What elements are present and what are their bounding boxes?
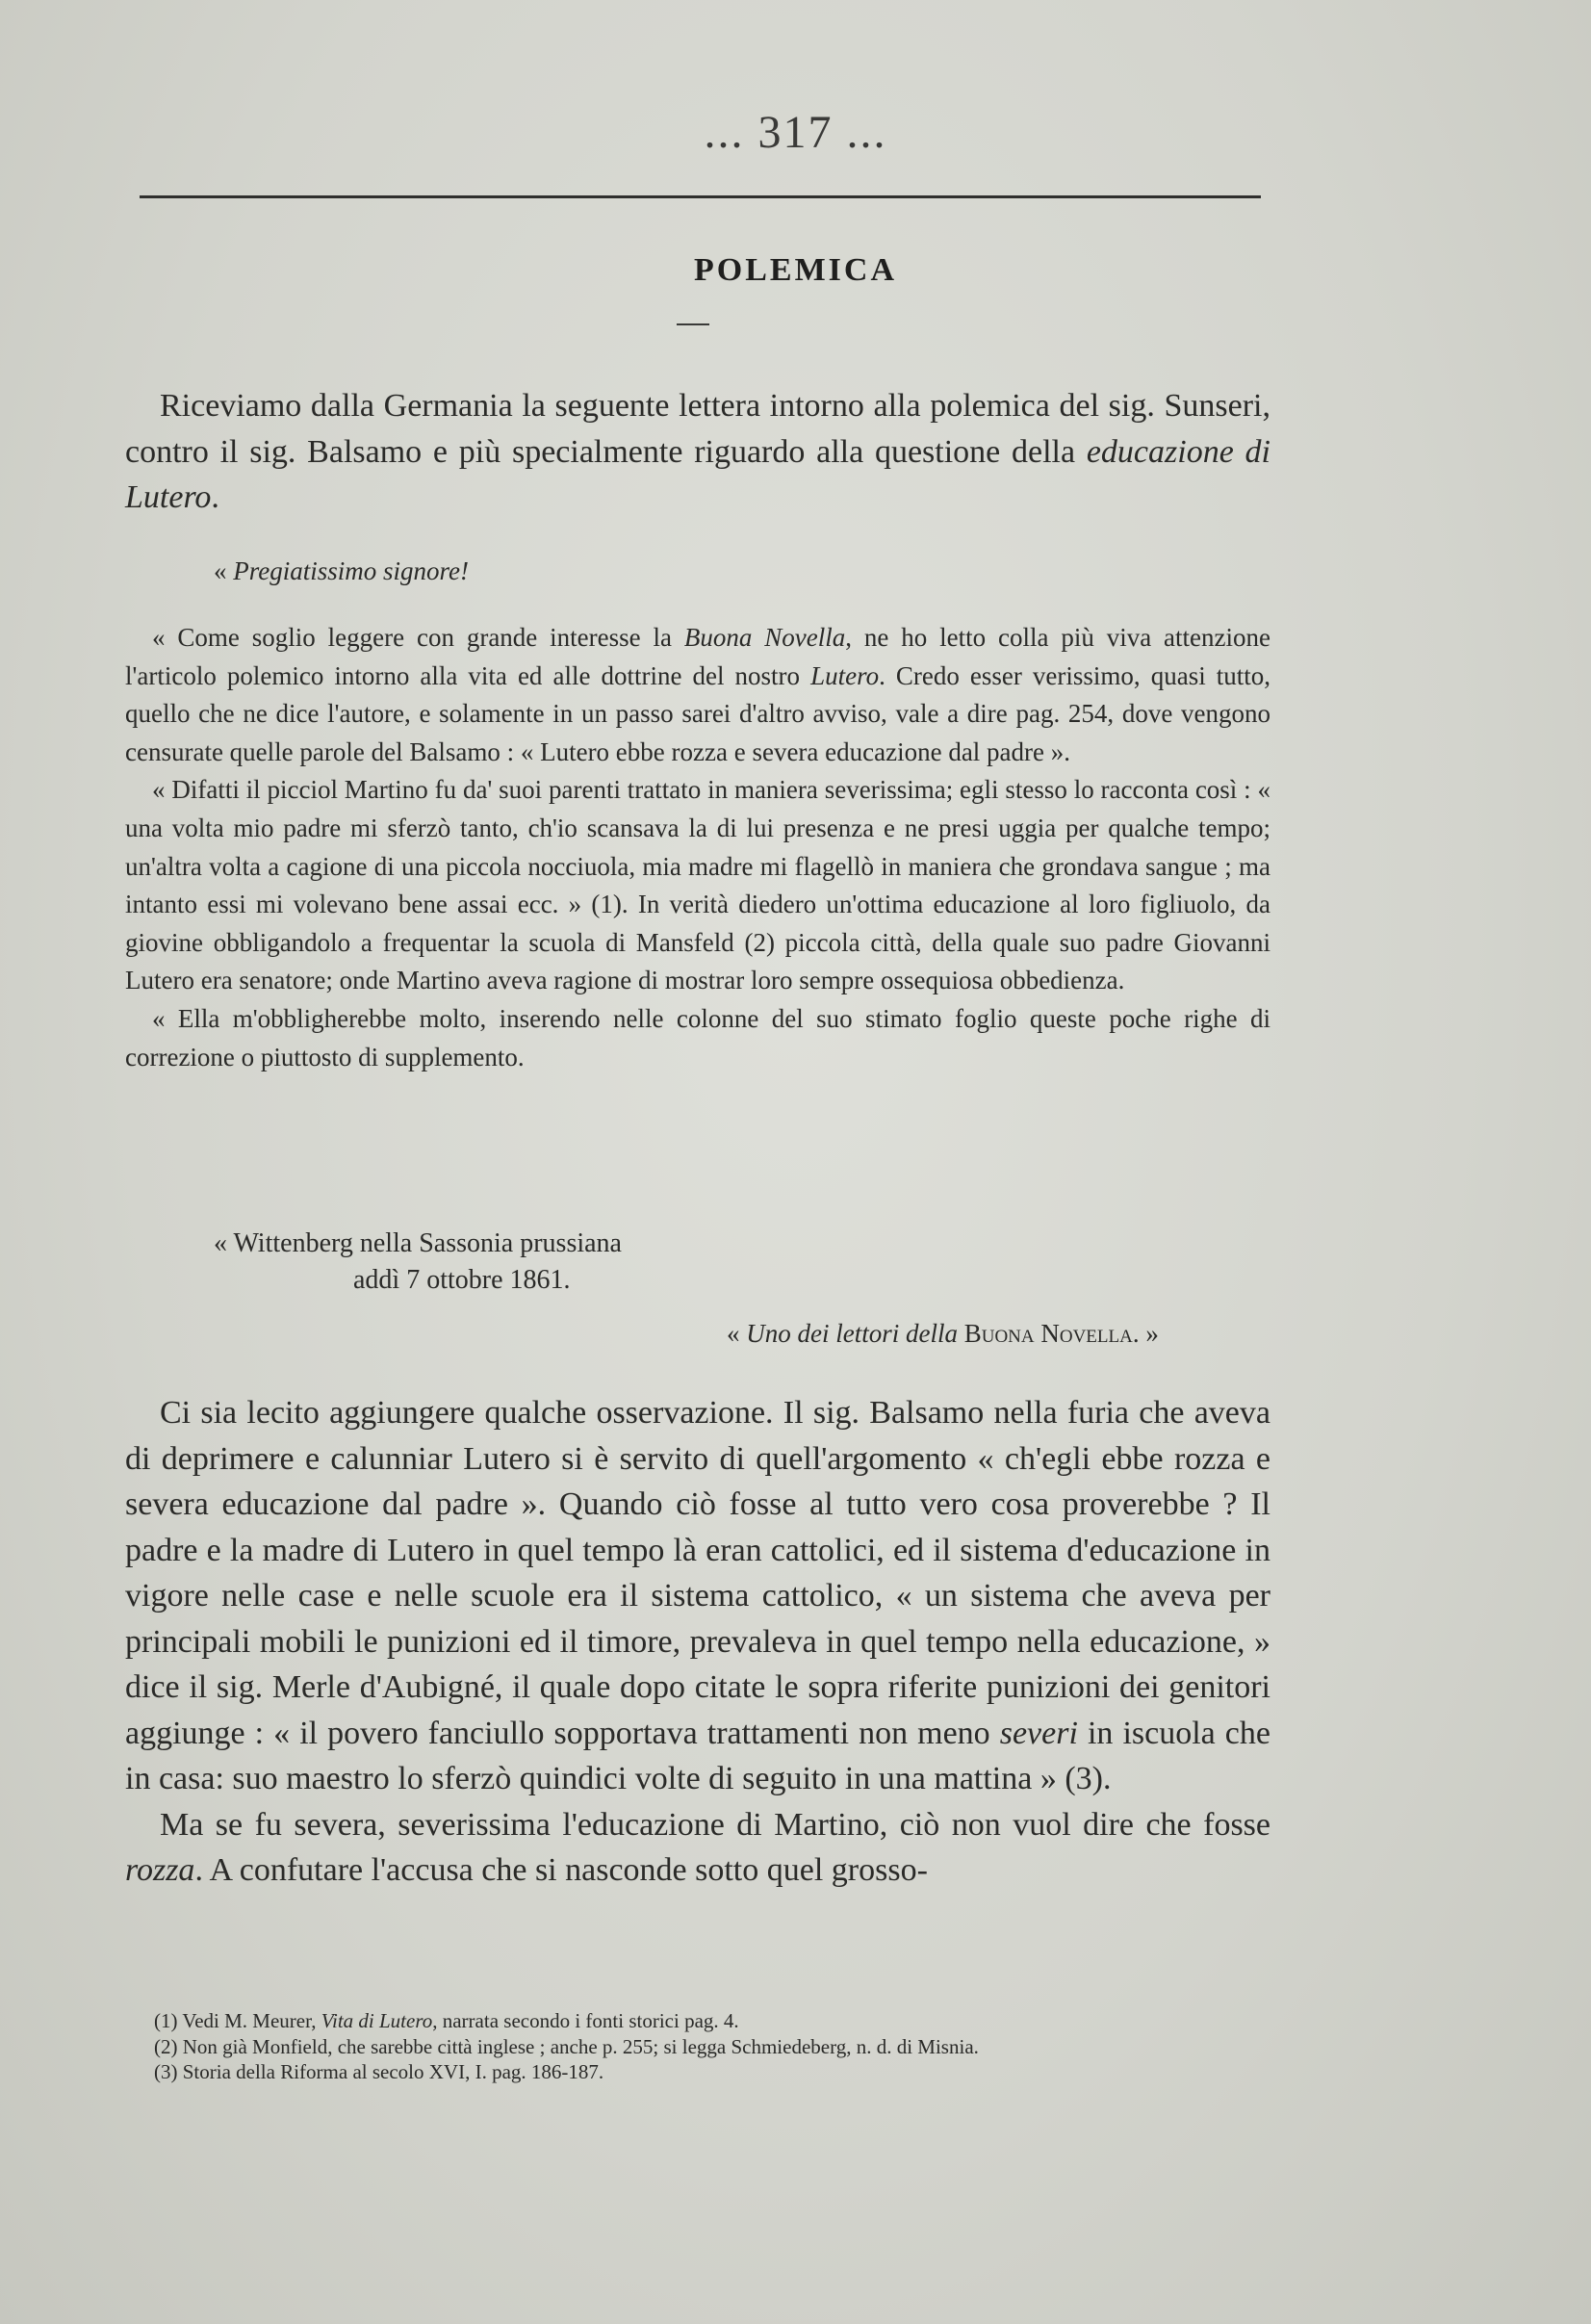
section-title: POLEMICA: [694, 252, 897, 288]
letter-dateline: « Wittenberg nella Sassonia prussiana addì 7 ottobre 1861.: [214, 1228, 622, 1295]
letter-paragraph-1: « Come soglio leggere con grande interesse la Buona Novella, ne ho letto colla più viva attenzione l'articolo polemico intorno alla vita ed alle dottrine del nostro Lutero. Credo esser verissimo, quasi tutto, quello che ne dice l'autore, e solamente in un passo sarei d'altro avviso, vale a dire pag. 254, dove vengono censurate quelle parole del Balsamo : « Lutero ebbe rozza e severa educazione dal padre ».: [125, 623, 1270, 766]
footnote-2: (2) Non già Monfield, che sarebbe città inglese ; anche p. 255; si legga Schmiedeberg, n. d. di Misnia.: [154, 2034, 979, 2058]
header-rule: [140, 195, 1261, 198]
letter-paragraph-3: « Ella m'obbligherebbe molto, inserendo nelle colonne del suo stimato foglio queste poche righe di correzione o piuttosto di supplemento.: [125, 1003, 1270, 1072]
letter-salutation: « Pregiatissimo signore!: [214, 556, 469, 585]
body-paragraph-1: Ci sia lecito aggiungere qualche osservazione. Il sig. Balsamo nella furia che aveva di deprimere e calunniar Lutero si è servito di quell'argomento « ch'egli ebbe rozza e severa educazione dal padre ». Quando ciò fosse al tutto vero cosa proverebbe ? Il padre e la madre di Lutero in quel tempo là eran cattolici, ed il sistema d'educazione in vigore nelle case e nelle scuole era il sistema cattolico, « un sistema che aveva per principali mobili le punizioni ed il timore, prevaleva in quel tempo nella educazione, » dice il sig. Merle d'Aubigné, il quale dopo citate le sopra riferite punizioni dei genitori aggiunge : « il povero fanciullo sopportava trattamenti non meno severi in iscuola che in casa: suo maestro lo sferzò quindici volte di seguito in una mattina » (3).: [125, 1395, 1270, 1796]
body-paragraph-2: Ma se fu severa, severissima l'educazione di Martino, ciò non vuol dire che fosse rozza. A confutare l'accusa che si nasconde sotto quel grosso-: [125, 1806, 1270, 1888]
intro-italic: educazione di Lutero: [125, 433, 1270, 515]
footnotes: [125, 2008, 1270, 2085]
main-body: [125, 1390, 1270, 1894]
footnote-3: (3) Storia della Riforma al secolo XVI, I. pag. 186-187.: [154, 2060, 604, 2083]
letter-body: [125, 619, 1270, 1076]
title-dash: [677, 323, 709, 325]
page-number: ... 317 ...: [704, 107, 887, 158]
footnote-1: (1) Vedi M. Meurer, Vita di Lutero, narrata secondo i fonti storici pag. 4.: [154, 2009, 739, 2032]
letter-paragraph-2: « Difatti il picciol Martino fu da' suoi parenti trattato in maniera severissima; egli stesso lo racconta così : « una volta mio padre mi sferzò tanto, ch'io scansava la di lui presenza e ne presi uggia per qualche tempo; un'altra volta a cagione di una piccola nocciuola, mia madre mi flagellò in maniera che grondava sangue ; ma intanto essi mi volevano bene assai ecc. » (1). In verità diedero un'ottima educazione al loro figliuolo, da giovine obbligandolo a frequentar la scuola di Mansfeld (2) piccola città, della quale suo padre Giovanni Lutero era senatore; onde Martino aveva ragione di mostrar loro sempre ossequiosa obbedienza.: [125, 775, 1270, 995]
letter-signature: « Uno dei lettori della Buona Novella. »: [727, 1319, 1159, 1348]
intro-paragraph: Riceviamo dalla Germania la seguente lettera intorno alla polemica del sig. Sunseri, contro il sig. Balsamo e più specialmente riguardo alla questione della educazione di Lutero.: [125, 388, 1270, 515]
